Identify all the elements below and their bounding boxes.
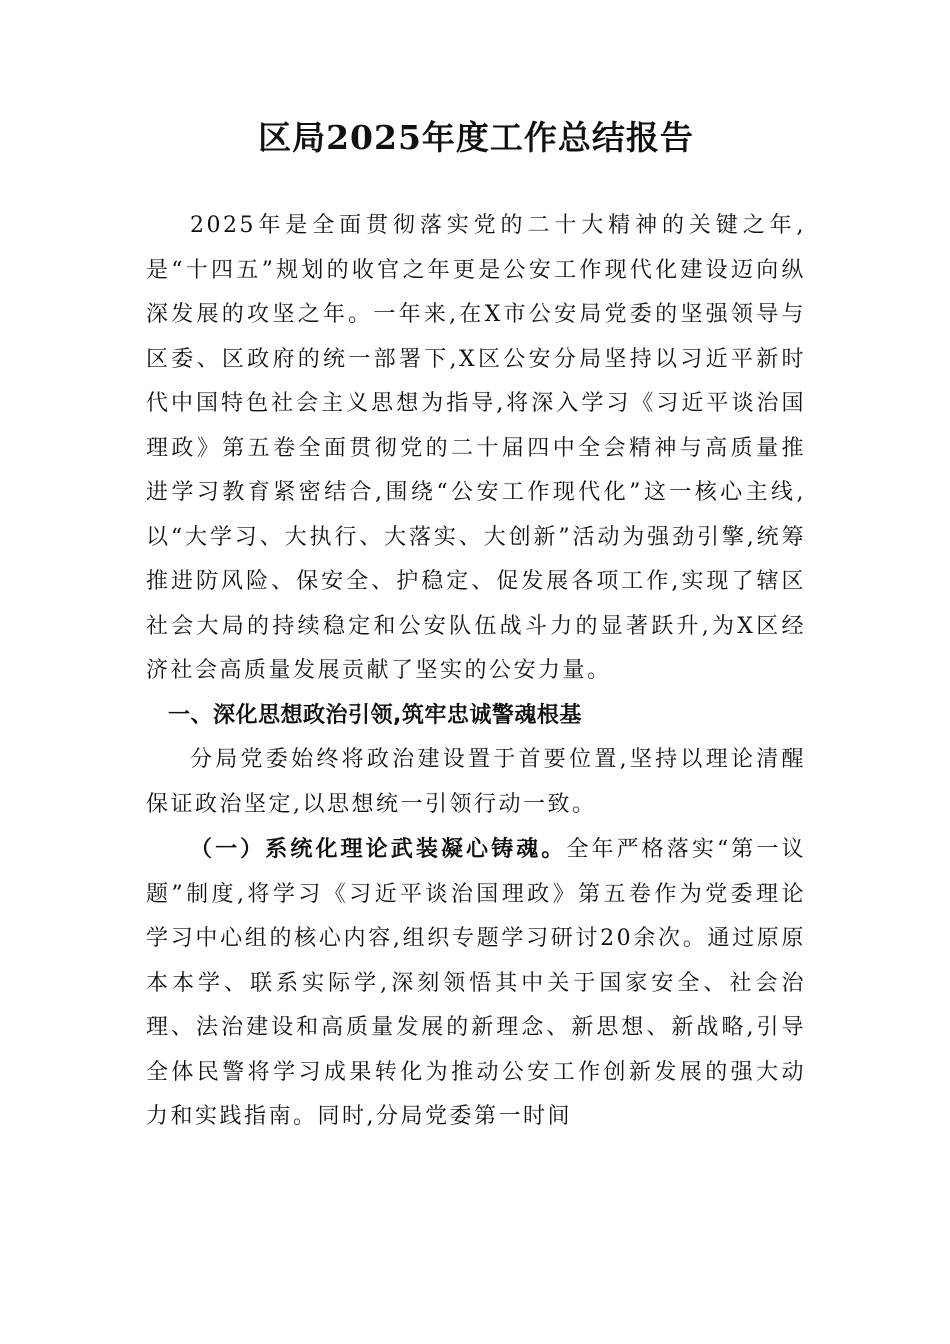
subsection-lead: （一）系统化理论武装凝心铸魂。: [190, 836, 567, 862]
subsection-body: 全年严格落实“第一议题”制度,将学习《习近平谈治国理政》第五卷作为党委理论学习中心组的核心内容,组织专题学习研讨20余次。通过原原本本学、联系实际学,深刻领悟其中关于国家安全、社会治理、法治建设和高质量发展的新理念、新思想、新战略,引导全体民警将学习成果转化为推动公安工作创新发展的强大动力和实践指南。同时,分局党委第一时间: [146, 837, 806, 1129]
section-heading: 一、深化思想政治引领,筑牢忠诚警魂根基: [168, 702, 582, 728]
section-paragraph: 分局党委始终将政治建设置于首要位置,坚持以理论清醒保证政治坚定,以思想统一引领行动一致。: [146, 747, 806, 817]
document-page: [146, 112, 806, 1140]
subsection-paragraph: [146, 827, 806, 1140]
intro-paragraph: 2025年是全面贯彻落实党的二十大精神的关键之年,是“十四五”规划的收官之年更是公安工作现代化建设迈向纵深发展的攻坚之年。一年来,在X市公安局党委的坚强领导与区委、区政府的统一部署下,X区公安分局坚持以习近平新时代中国特色社会主义思想为指导,将深入学习《习近平谈治国理政》第五卷全面贯彻党的二十届四中全会精神与高质量推进学习教育紧密结合,围绕“公安工作现代化”这一核心主线,以“大学习、大执行、大落实、大创新”活动为强劲引擎,统筹推进防风险、保安全、护稳定、促发展各项工作,实现了辖区社会大局的持续稳定和公安队伍战斗力的显著跃升,为X区经济社会高质量发展贡献了坚实的公安力量。: [146, 213, 806, 683]
document-title: 区局2025年度工作总结报告: [258, 118, 694, 157]
